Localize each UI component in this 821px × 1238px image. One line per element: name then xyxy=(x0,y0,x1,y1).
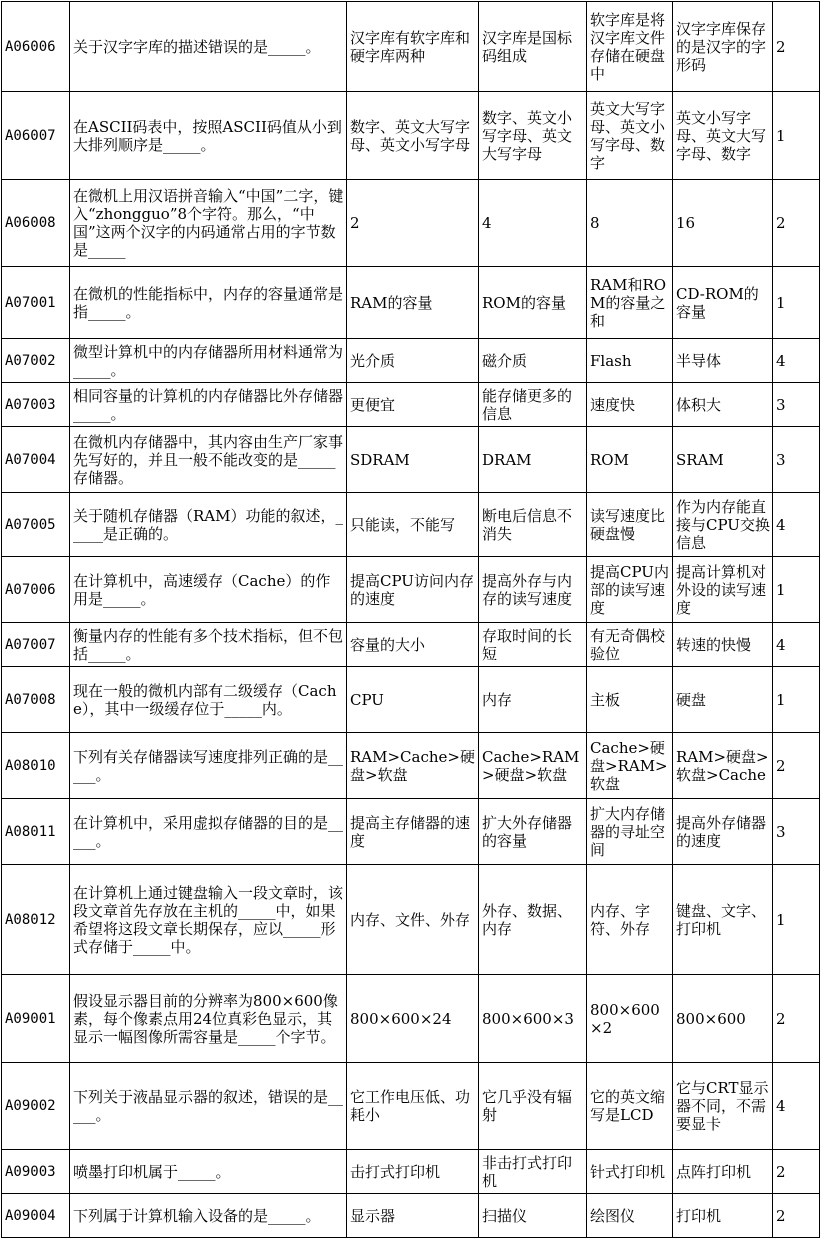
answer-cell: 4 xyxy=(773,339,820,383)
option-b-cell: 能存储更多的信息 xyxy=(479,383,587,427)
option-c-cell: 英文大写字母、英文小写字母、数字 xyxy=(587,92,673,180)
question-table-body xyxy=(2,2,820,1238)
option-b-cell: 数字、英文小写字母、英文大写字母 xyxy=(479,92,587,180)
answer-cell: 2 xyxy=(773,975,820,1063)
question-text-cell: 在计算机中，采用虚拟存储器的目的是_____。 xyxy=(70,799,347,865)
table-row xyxy=(2,180,820,267)
answer-cell: 2 xyxy=(773,1194,820,1238)
question-text-cell: 衡量内存的性能有多个技术指标，但不包括_____。 xyxy=(70,623,347,667)
option-a-cell: 提高主存储器的速度 xyxy=(347,799,479,865)
answer-cell: 1 xyxy=(773,557,820,623)
option-d-cell: CD-ROM的容量 xyxy=(673,267,773,339)
option-a-cell: 显示器 xyxy=(347,1194,479,1238)
table-row xyxy=(2,623,820,667)
table-row xyxy=(2,493,820,557)
option-c-cell: Flash xyxy=(587,339,673,383)
option-b-cell: 磁介质 xyxy=(479,339,587,383)
option-c-cell: 读写速度比硬盘慢 xyxy=(587,493,673,557)
question-id-cell: A09003 xyxy=(2,1150,70,1194)
option-d-cell: 键盘、文字、打印机 xyxy=(673,865,773,975)
question-id-cell: A07001 xyxy=(2,267,70,339)
question-text-cell: 相同容量的计算机的内存储器比外存储器_____。 xyxy=(70,383,347,427)
option-c-cell: Cache>硬盘>RAM>软盘 xyxy=(587,733,673,799)
question-id-cell: A09004 xyxy=(2,1194,70,1238)
table-row xyxy=(2,339,820,383)
option-b-cell: 800×600×3 xyxy=(479,975,587,1063)
question-text-cell: 下列属于计算机输入设备的是_____。 xyxy=(70,1194,347,1238)
question-id-cell: A06007 xyxy=(2,92,70,180)
question-id-cell: A06008 xyxy=(2,180,70,267)
option-a-cell: 汉字库有软字库和硬字库两种 xyxy=(347,2,479,92)
option-c-cell: 速度快 xyxy=(587,383,673,427)
option-a-cell: CPU xyxy=(347,667,479,733)
answer-cell: 1 xyxy=(773,865,820,975)
question-id-cell: A07003 xyxy=(2,383,70,427)
option-b-cell: ROM的容量 xyxy=(479,267,587,339)
table-row xyxy=(2,1194,820,1238)
answer-cell: 3 xyxy=(773,799,820,865)
answer-cell: 4 xyxy=(773,623,820,667)
question-text-cell: 在微机上用汉语拼音输入“中国”二字，键入“zhongguo”8个字符。那么，“中国”这两个汉字的内码通常占用的字节数是_____ xyxy=(70,180,347,267)
option-d-cell: 点阵打印机 xyxy=(673,1150,773,1194)
answer-cell: 3 xyxy=(773,383,820,427)
option-b-cell: 汉字库是国标码组成 xyxy=(479,2,587,92)
question-text-cell: 在ASCII码表中，按照ASCII码值从小到大排列顺序是_____。 xyxy=(70,92,347,180)
option-d-cell: 作为内存能直接与CPU交换信息 xyxy=(673,493,773,557)
option-d-cell: RAM>硬盘>软盘>Cache xyxy=(673,733,773,799)
option-a-cell: 只能读，不能写 xyxy=(347,493,479,557)
table-row xyxy=(2,267,820,339)
answer-cell: 2 xyxy=(773,1150,820,1194)
option-b-cell: 它几乎没有辐射 xyxy=(479,1063,587,1150)
option-a-cell: RAM的容量 xyxy=(347,267,479,339)
question-id-cell: A07008 xyxy=(2,667,70,733)
option-c-cell: 主板 xyxy=(587,667,673,733)
answer-cell: 2 xyxy=(773,2,820,92)
option-c-cell: 800×600×2 xyxy=(587,975,673,1063)
option-d-cell: 提高外存储器的速度 xyxy=(673,799,773,865)
question-id-cell: A07006 xyxy=(2,557,70,623)
table-row xyxy=(2,1150,820,1194)
question-table xyxy=(1,1,820,1238)
answer-cell: 3 xyxy=(773,427,820,493)
table-row xyxy=(2,427,820,493)
option-d-cell: 打印机 xyxy=(673,1194,773,1238)
table-row xyxy=(2,557,820,623)
option-c-cell: 内存、字符、外存 xyxy=(587,865,673,975)
answer-cell: 2 xyxy=(773,733,820,799)
option-c-cell: ROM xyxy=(587,427,673,493)
question-text-cell: 在计算机中，高速缓存（Cache）的作用是_____。 xyxy=(70,557,347,623)
option-b-cell: 扩大外存储器的容量 xyxy=(479,799,587,865)
question-text-cell: 下列有关存储器读写速度排列正确的是_____。 xyxy=(70,733,347,799)
option-d-cell: 它与CRT显示器不同，不需要显卡 xyxy=(673,1063,773,1150)
question-text-cell: 现在一般的微机内部有二级缓存（Cache），其中一级缓存位于_____内。 xyxy=(70,667,347,733)
option-d-cell: 提高计算机对外设的读写速度 xyxy=(673,557,773,623)
option-c-cell: 有无奇偶校验位 xyxy=(587,623,673,667)
option-a-cell: 800×600×24 xyxy=(347,975,479,1063)
option-b-cell: 扫描仪 xyxy=(479,1194,587,1238)
answer-cell: 4 xyxy=(773,493,820,557)
table-row xyxy=(2,2,820,92)
question-id-cell: A09001 xyxy=(2,975,70,1063)
option-b-cell: 非击打式打印机 xyxy=(479,1150,587,1194)
option-c-cell: 绘图仪 xyxy=(587,1194,673,1238)
option-a-cell: 击打式打印机 xyxy=(347,1150,479,1194)
question-id-cell: A06006 xyxy=(2,2,70,92)
question-id-cell: A07002 xyxy=(2,339,70,383)
answer-cell: 2 xyxy=(773,180,820,267)
option-d-cell: 半导体 xyxy=(673,339,773,383)
table-row xyxy=(2,975,820,1063)
option-b-cell: 断电后信息不消失 xyxy=(479,493,587,557)
option-a-cell: 提高CPU访问内存的速度 xyxy=(347,557,479,623)
option-b-cell: 存取时间的长短 xyxy=(479,623,587,667)
question-text-cell: 假设显示器目前的分辨率为800×600像素，每个像素点用24位真彩色显示，其显示一幅图像所需容量是_____个字节。 xyxy=(70,975,347,1063)
option-b-cell: 内存 xyxy=(479,667,587,733)
option-d-cell: 英文小写字母、英文大写字母、数字 xyxy=(673,92,773,180)
question-text-cell: 在计算机上通过键盘输入一段文章时，该段文章首先存放在主机的_____中，如果希望将这段文章长期保存，应以_____形式存储于_____中。 xyxy=(70,865,347,975)
question-text-cell: 关于汉字字库的描述错误的是_____。 xyxy=(70,2,347,92)
option-c-cell: 针式打印机 xyxy=(587,1150,673,1194)
option-a-cell: 数字、英文大写字母、英文小写字母 xyxy=(347,92,479,180)
table-row xyxy=(2,1063,820,1150)
option-a-cell: 光介质 xyxy=(347,339,479,383)
option-a-cell: 2 xyxy=(347,180,479,267)
table-row xyxy=(2,383,820,427)
option-a-cell: 内存、文件、外存 xyxy=(347,865,479,975)
answer-cell: 1 xyxy=(773,92,820,180)
table-row xyxy=(2,92,820,180)
answer-cell: 1 xyxy=(773,267,820,339)
option-c-cell: 提高CPU内部的读写速度 xyxy=(587,557,673,623)
option-d-cell: SRAM xyxy=(673,427,773,493)
option-c-cell: 软字库是将汉字库文件存储在硬盘中 xyxy=(587,2,673,92)
answer-cell: 1 xyxy=(773,667,820,733)
question-id-cell: A07007 xyxy=(2,623,70,667)
question-text-cell: 微型计算机中的内存储器所用材料通常为_____。 xyxy=(70,339,347,383)
question-text-cell: 喷墨打印机属于_____。 xyxy=(70,1150,347,1194)
option-a-cell: 更便宜 xyxy=(347,383,479,427)
question-text-cell: 在微机内存储器中，其内容由生产厂家事先写好的，并且一般不能改变的是_____存储器。 xyxy=(70,427,347,493)
table-row xyxy=(2,667,820,733)
question-text-cell: 关于随机存储器（RAM）功能的叙述，_____是正确的。 xyxy=(70,493,347,557)
option-d-cell: 800×600 xyxy=(673,975,773,1063)
option-d-cell: 体积大 xyxy=(673,383,773,427)
question-id-cell: A08012 xyxy=(2,865,70,975)
option-d-cell: 16 xyxy=(673,180,773,267)
option-a-cell: 它工作电压低、功耗小 xyxy=(347,1063,479,1150)
table-row xyxy=(2,799,820,865)
option-a-cell: 容量的大小 xyxy=(347,623,479,667)
question-id-cell: A09002 xyxy=(2,1063,70,1150)
option-c-cell: 8 xyxy=(587,180,673,267)
option-c-cell: 扩大内存储器的寻址空间 xyxy=(587,799,673,865)
option-d-cell: 汉字字库保存的是汉字的字形码 xyxy=(673,2,773,92)
option-c-cell: RAM和ROM的容量之和 xyxy=(587,267,673,339)
option-a-cell: RAM>Cache>硬盘>软盘 xyxy=(347,733,479,799)
option-b-cell: 提高外存与内存的读写速度 xyxy=(479,557,587,623)
answer-cell: 4 xyxy=(773,1063,820,1150)
question-id-cell: A07004 xyxy=(2,427,70,493)
option-b-cell: Cache>RAM>硬盘>软盘 xyxy=(479,733,587,799)
question-text-cell: 在微机的性能指标中，内存的容量通常是指_____。 xyxy=(70,267,347,339)
option-b-cell: 外存、数据、内存 xyxy=(479,865,587,975)
option-b-cell: 4 xyxy=(479,180,587,267)
question-id-cell: A07005 xyxy=(2,493,70,557)
option-d-cell: 转速的快慢 xyxy=(673,623,773,667)
question-text-cell: 下列关于液晶显示器的叙述，错误的是_____。 xyxy=(70,1063,347,1150)
option-b-cell: DRAM xyxy=(479,427,587,493)
option-d-cell: 硬盘 xyxy=(673,667,773,733)
option-c-cell: 它的英文缩写是LCD xyxy=(587,1063,673,1150)
question-id-cell: A08011 xyxy=(2,799,70,865)
question-id-cell: A08010 xyxy=(2,733,70,799)
table-row xyxy=(2,733,820,799)
table-row xyxy=(2,865,820,975)
option-a-cell: SDRAM xyxy=(347,427,479,493)
